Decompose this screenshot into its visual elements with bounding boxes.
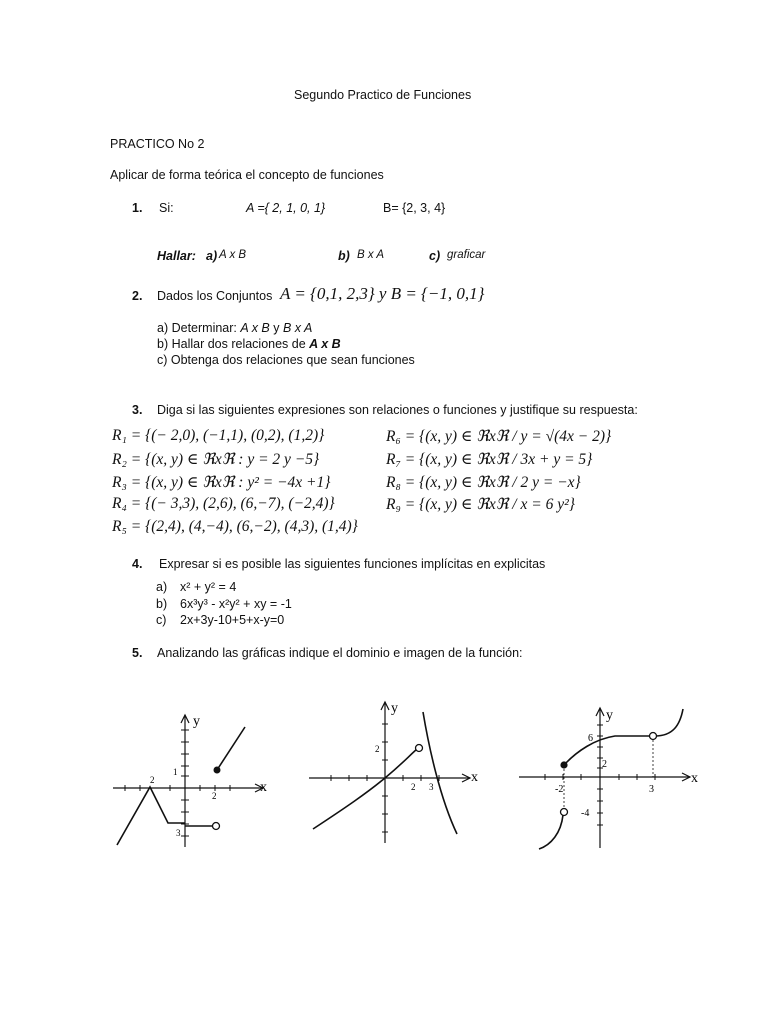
q2-number: 2. — [132, 289, 143, 303]
q2-a-prefix: a) Determinar: — [157, 321, 241, 335]
graph-3-tick-label: 2 — [602, 759, 607, 770]
q2-a-expr1: A x B — [240, 321, 270, 335]
q4-b-expr: 6x³y³ - x²y² + xy = -1 — [180, 597, 292, 611]
graph-1-ticks — [125, 730, 230, 836]
q1-si: Si: — [159, 201, 174, 215]
q5-text: Analizando las gráficas indique el dominio e imagen de la función: — [157, 646, 523, 660]
q2-c: c) Obtenga dos relaciones que sean funciones — [157, 353, 415, 367]
graph-1 — [105, 705, 285, 855]
q1-a-label: a) — [206, 249, 218, 263]
graph-3-tick-label: 6 — [588, 733, 593, 744]
q1-set-a: A ={ 2, 1, 0, 1} — [246, 201, 326, 215]
relation-r9: R₉ = {(x, y) ∈ ℜxℜ / x = 6 y²} — [386, 496, 575, 513]
q4-a-expr: x² + y² = 4 — [180, 580, 237, 594]
relation-r1: R₁ = {(− 2,0), (−1,1), (0,2), (1,2)} — [112, 427, 325, 444]
graph-1-segment-right — [217, 727, 245, 770]
q4-text: Expresar si es posible las siguientes funciones implícitas en explicitas — [159, 557, 546, 571]
graph-1-open-point — [213, 823, 220, 830]
graph-2-y-label: y — [391, 701, 398, 716]
q1-number: 1. — [132, 201, 143, 215]
graph-3-curve-right — [655, 709, 683, 736]
graph-1-closed-point — [214, 767, 221, 774]
graph-3-tick-label: -2 — [555, 784, 564, 795]
graph-1-tick-label: 3 — [176, 828, 181, 838]
practice-heading: PRACTICO No 2 — [110, 137, 205, 151]
graph-3-open-point-left — [561, 809, 568, 816]
relation-r5: R₅ = {(2,4), (4,−4), (6,−2), (4,3), (1,4)} — [112, 518, 358, 535]
q2-a-and: y — [269, 321, 283, 335]
q5-number: 5. — [132, 646, 143, 660]
q1-c-label: c) — [429, 249, 441, 263]
q4-c-expr: 2x+3y-10+5+x-y=0 — [180, 613, 285, 627]
q2-a — [157, 321, 312, 335]
graph-3-tick-label: 3 — [649, 784, 654, 795]
graph-3-tick-label: -4 — [581, 808, 590, 819]
q4-a-label: a) — [156, 580, 168, 594]
graph-2-x-label: x — [471, 770, 478, 785]
q1-a-text: A x B — [219, 249, 247, 261]
q3-text: Diga si las siguientes expresiones son relaciones o funciones y justifique su respuesta: — [157, 403, 638, 417]
graph-3 — [515, 703, 700, 853]
q1-b-label: b) — [338, 249, 350, 263]
q1-hallar: Hallar: — [157, 249, 196, 263]
relation-r8: R₈ = {(x, y) ∈ ℜxℜ / 2 y = −x} — [386, 474, 581, 491]
q1-c-text: graficar — [447, 249, 486, 261]
graph-1-tick-label: 2 — [212, 791, 217, 801]
q4-c-label: c) — [156, 613, 167, 627]
graph-2-curve-left — [313, 749, 417, 829]
graph-1-tick-label: 2 — [150, 775, 155, 785]
relation-r2: R₂ = {(x, y) ∈ ℜxℜ : y = 2 y −5} — [112, 451, 320, 468]
graph-1-curve-left — [117, 787, 185, 845]
q2-sets: A = {0,1, 2,3} y B = {−1, 0,1} — [280, 284, 485, 303]
graph-3-open-point-right — [650, 733, 657, 740]
relation-r6: R₆ = {(x, y) ∈ ℜxℜ / y = √(4x − 2)} — [386, 428, 612, 445]
graph-3-x-label: x — [691, 771, 698, 786]
q3-number: 3. — [132, 403, 143, 417]
graph-2-open-point — [416, 745, 423, 752]
q1-set-b: B= {2, 3, 4} — [383, 201, 446, 215]
relation-r7: R₇ = {(x, y) ∈ ℜxℜ / 3x + y = 5} — [386, 451, 593, 468]
graph-2-curve-right — [423, 712, 457, 834]
q2-b-expr: A x B — [309, 337, 341, 351]
q2-b-prefix: b) Hallar dos relaciones de — [157, 337, 310, 351]
graph-3-curve-left — [539, 815, 563, 849]
page-title: Segundo Practico de Funciones — [294, 88, 472, 102]
q4-b-label: b) — [156, 597, 168, 611]
graph-2-tick-label: 2 — [375, 744, 380, 754]
q4-number: 4. — [132, 557, 143, 571]
graph-2-tick-label: 3 — [429, 782, 434, 792]
relation-r3: R₃ = {(x, y) ∈ ℜxℜ : y² = −4x +1} — [112, 474, 331, 491]
intro-text: Aplicar de forma teórica el concepto de funciones — [110, 168, 384, 182]
graph-1-x-label: x — [260, 780, 267, 795]
q2-text: Dados los Conjuntos — [157, 289, 273, 303]
graph-1-tick-label: 1 — [173, 767, 178, 777]
q2-b — [157, 337, 341, 351]
graph-2-tick-label: 2 — [411, 782, 416, 792]
graph-2 — [305, 698, 490, 848]
graph-3-y-label: y — [606, 708, 613, 723]
graph-1-y-label: y — [193, 714, 200, 729]
graph-3-curve-middle — [564, 736, 651, 765]
q2-a-expr2: B x A — [282, 321, 313, 335]
graph-3-closed-point — [560, 761, 567, 768]
q1-b-text: B x A — [357, 249, 385, 261]
relation-r4: R₄ = {(− 3,3), (2,6), (6,−7), (−2,4)} — [112, 495, 335, 512]
